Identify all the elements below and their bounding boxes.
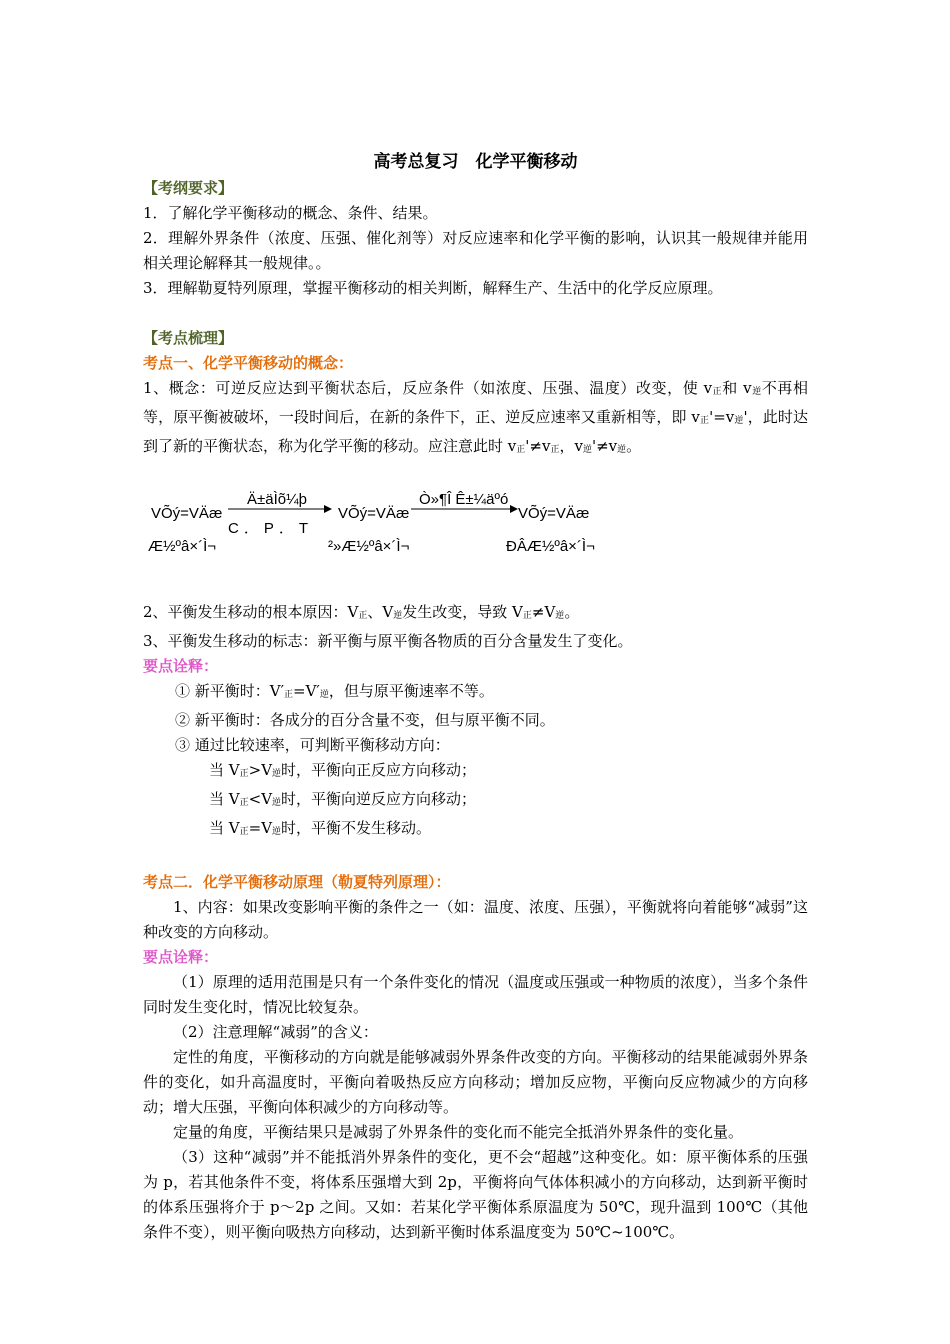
outline-item-2: 2．理解外界条件（浓度、压强、催化剂等）对反应速率和化学平衡的影响，认识其一般规律并能用相关理论解释其一般规律。。 [143,229,808,272]
principle-note-2: （2）注意理解“减弱”的含义： [173,1023,378,1041]
arrow1-bottom-text: C．P．T [228,520,314,537]
document-page [143,148,808,1245]
case-forward: 当 V正>V逆时，平衡向正反应方向移动； [209,761,477,779]
case-none: 当 V正=V逆时，平衡不发生移动。 [209,819,432,837]
point2-heading: 考点二．化学平衡移动原理（勒夏特列原理）： [143,873,451,891]
principle-note-1: （1）原理的适用范围是只有一个条件变化的情况（温度或压强或一种物质的浓度），当多个条件同时发生变化时，情况比较复杂。 [143,973,808,1016]
state1-top-text: VÕý=VÄæ [151,505,223,522]
outline-item-3: 3．理解勒夏特列原理，掌握平衡移动的相关判断，解释生产、生活中的化学反应原理。 [143,279,723,297]
note-1: ① 新平衡时：V′正=V′逆，但与原平衡速率不等。 [175,682,494,700]
arrow1-top-text: Ä±äÌõ¼þ [247,491,307,508]
state2-bottom-text: ²»Æ½ºâ×´Ì¬ [328,538,410,555]
arrow-2-head [510,505,518,513]
point1-heading: 考点一、化学平衡移动的概念： [143,354,354,372]
point2-notes-heading: 要点诠释： [143,948,219,966]
state2-top-text: VÕý=VÄæ [338,505,410,522]
arrow-1-head [324,505,332,513]
state3-top-text: VÕý=VÄæ [518,505,590,522]
arrow2-top-text: Ò»¶Î Ê±¼äºó [419,491,509,508]
state3-bottom-text: ÐÂÆ½ºâ×´Ì¬ [506,538,595,555]
note-2: ② 新平衡时：各成分的百分含量不变，但与原平衡不同。 [175,711,555,729]
note-3: ③ 通过比较速率，可判断平衡移动方向： [175,736,450,754]
outline-item-1: 1．了解化学平衡移动的概念、条件、结果。 [143,204,438,222]
state1-bottom-text: Æ½ºâ×´Ì¬ [148,538,217,555]
principle-note-3: （3）这种“减弱”并不能抵消外界条件的变化，更不会“超越”这种变化。如：原平衡体系的压强为 p，若其他条件不变，将体系压强增大到 2p，平衡将向气体体积减小的方向移动，达到新平衡时的体系压强将介于 p～2p 之间。又如：若某化学平衡体系原温度为 50℃，现升温到 100℃（其他条件不变），则平衡向吸热方向移动，达到新平衡时体系温度变为 50℃~100℃。 [143,1148,808,1241]
principle-content: 1、内容：如果改变影响平衡的条件之一（如：温度、浓度、压强），平衡就将向着能够“减弱”这种改变的方向移动。 [143,898,808,941]
principle-note-2b: 定量的角度，平衡结果只是减弱了外界条件的变化而不能完全抵消外界条件的变化量。 [173,1123,744,1141]
case-reverse: 当 V正<V逆时，平衡向逆反应方向移动； [209,790,477,808]
diagram-svg [143,475,808,590]
principle-note-2a: 定性的角度，平衡移动的方向就是能够减弱外界条件改变的方向。平衡移动的结果能减弱外界条件的变化，如升高温度时，平衡向着吸热反应方向移动；增加反应物，平衡向反应物减少的方向移动；增大压强，平衡向体积减少的方向移动等。 [143,1048,808,1116]
cause-paragraph: 2、平衡发生移动的根本原因：V正、V逆发生改变，导致 V正≠V逆。 [143,603,580,621]
page-title: 高考总复习 化学平衡移动 [373,152,578,172]
sign-paragraph: 3、平衡发生移动的标志：新平衡与原平衡各物质的百分含量发生了变化。 [143,632,633,650]
review-heading: 【考点梳理】 [143,329,234,347]
concept-paragraph: 1、概念：可逆反应达到平衡状态后，反应条件（如浓度、压强、温度）改变，使 v正和 v逆不再相等，原平衡被破坏，一段时间后，在新的条件下，正、逆反应速率又重新相等，即 v正'=v逆'，此时达到了新的平衡状态，称为化学平衡的移动。应注意此时 v正'≠v正，v逆'≠v逆。 [143,379,808,455]
outline-heading: 【考纲要求】 [143,179,234,197]
point1-notes-heading: 要点诠释： [143,657,219,675]
equilibrium-shift-diagram [143,475,808,590]
